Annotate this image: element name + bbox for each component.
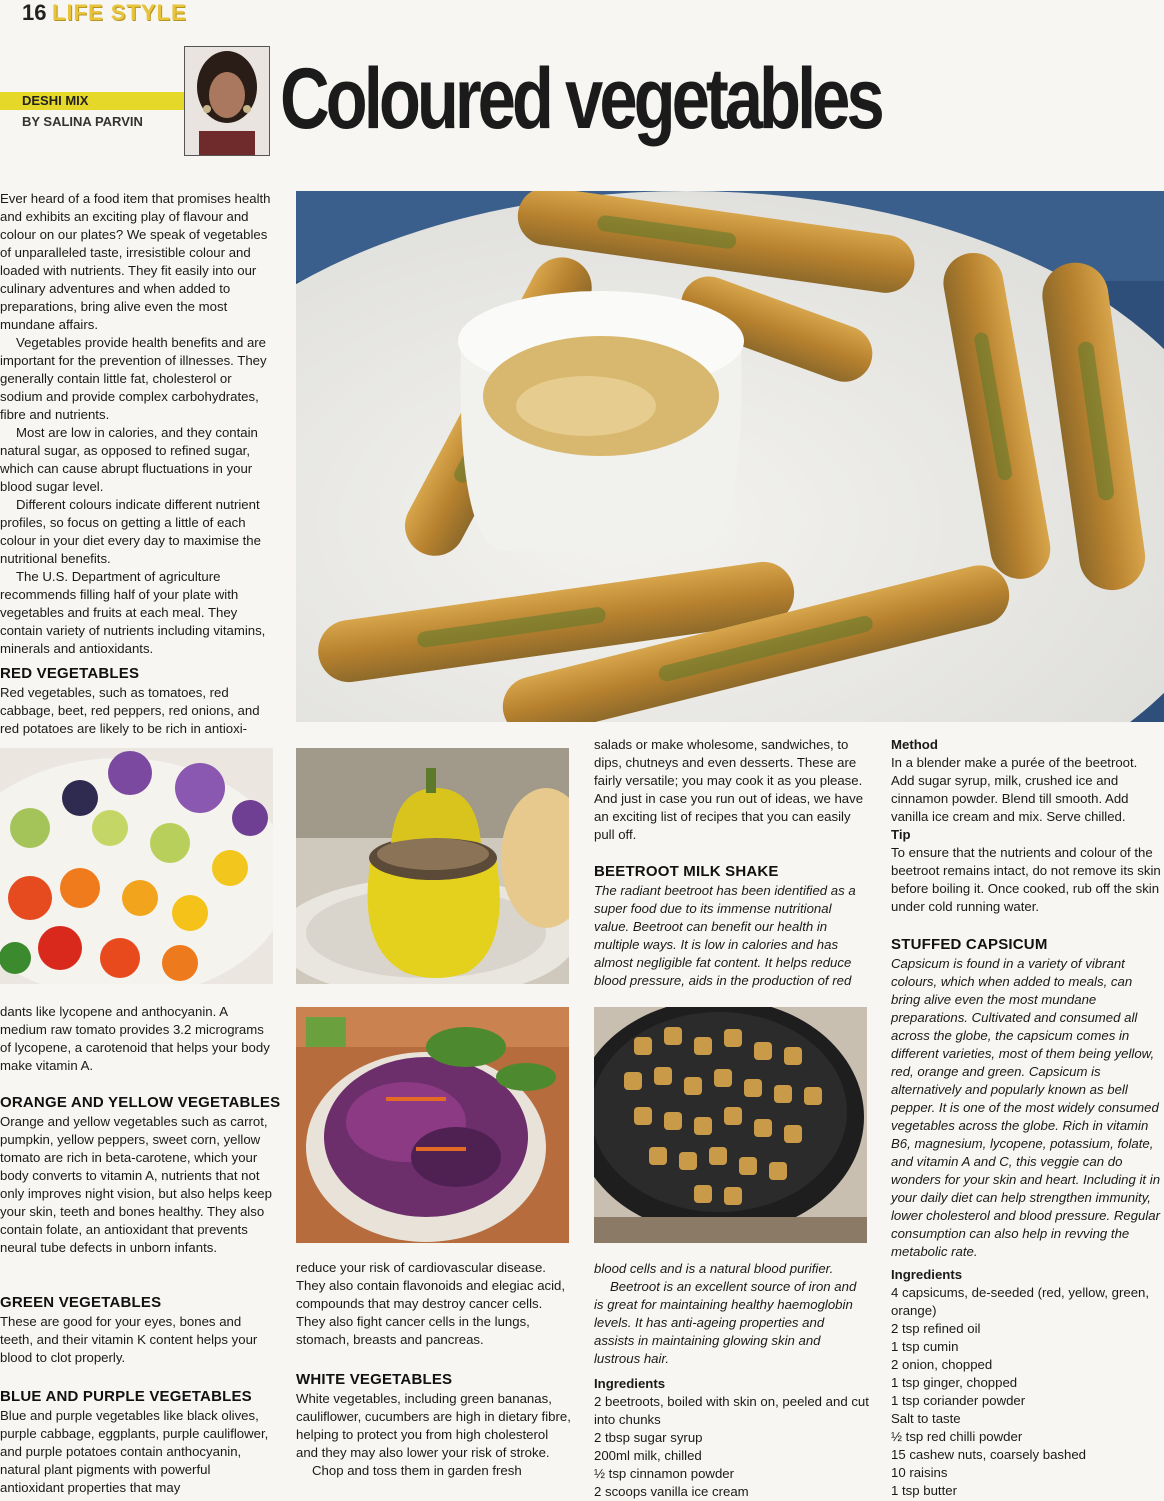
page-number: 16 (22, 0, 47, 25)
green-vegetables-heading: GREEN VEGETABLES (0, 1294, 162, 1311)
blue-purple-continued-text: reduce your risk of cardiovascular disease. They also contain flavonoids and elegiac acid, compounds that may destroy cancer cells. They also fight cancer cells in the lungs, stomach, breasts and pancreas. (296, 1260, 566, 1347)
intro-paragraph: Ever heard of a food item that promises health and exhibits an exciting play of flavour and colour on our plates? We speak of vegetables of unparalleled taste, irresistible colour and loaded with nutrients. They fit easily into our culinary adventures and when added to preparations, bring alive even the most mundane affairs. (0, 191, 271, 332)
tip-text: To ensure that the nutrients and colour of the beetroot remains intact, do not remove its skin before boiling it. Once cooked, rub off the skin under cold running water. (891, 845, 1161, 914)
intro-paragraph: Most are low in calories, and they contain natural sugar, as opposed to refined sugar, which can cause abrupt fluctuations in your blood sugar level. (0, 425, 258, 494)
red-vegetables-text-continued: dants like lycopene and anthocyanin. A medium raw tomato provides 3.2 micrograms of lycopene, a carotenoid that helps your body make vitamin A. (0, 1004, 270, 1073)
capsicum-ingredients (891, 1266, 1163, 1500)
section-title: LIFE STYLE (52, 0, 187, 25)
method-text: In a blender make a purée of the beetroot. Add sugar syrup, milk, crushed ice and cinnamon powder. Blend till smooth. Add vanilla ice cream and mix. Serve chilled. (891, 755, 1138, 824)
tip-label: Tip (891, 827, 911, 842)
ingredient-item: 15 cashew nuts, coarsely bashed (891, 1447, 1086, 1462)
capsicum-intro-text: Capsicum is found in a variety of vibrant colours, which when added to meals, can bring alive even the most mundane preparations. Cultivated and consumed all across the globe, the capsicum comes in different varieties, most of them being yellow, red, orange and green. Capsicum is alternatively and popularly known as bell pepper. It is one of the most widely consumed vegetables across the globe. Rich in vitamin B6, magnesium, lycopene, potassium, folate, and vitamin A and C, this veggie can do wonders for your skin and heart. Including it in your daily diet can help strengthen immunity, lower cholesterol and blood pressure. Regular consumption can also help in revving the metabolic rate. (891, 956, 1161, 1259)
author-portrait (184, 46, 270, 156)
blue-purple-vegetables-heading: BLUE AND PURPLE VEGETABLES (0, 1388, 252, 1405)
capsicum-ingredients-label: Ingredients (891, 1267, 963, 1282)
intro-paragraph: The U.S. Department of agriculture recommends filling half of your plate with vegetables and fruits at each meal. They contain variety of nutrients including vitamins, minerals and antioxidants. (0, 569, 266, 656)
column-name: DESHI MIX (22, 93, 89, 108)
ingredient-item: ½ tsp cinnamon powder (594, 1466, 735, 1481)
beetroot-continued-text (594, 1260, 866, 1368)
byline: BY SALINA PARVIN (22, 114, 143, 129)
green-vegetables-text: These are good for your eyes, bones and teeth, and their vitamin K content helps your blood to clot properly. (0, 1314, 258, 1365)
ingredient-item: 2 tsp refined oil (891, 1321, 981, 1336)
method-label: Method (891, 737, 938, 752)
ingredient-item: 1 tsp coriander powder (891, 1393, 1026, 1408)
ingredient-item: 2 scoops vanilla ice cream (594, 1484, 749, 1499)
orange-vegetables-text: Orange and yellow vegetables such as carrot, pumpkin, yellow peppers, sweet corn, yellow tomato are rich in beta-carotene, which your body converts to vitamin A, nutrients that not only improves night vision, but also helps keep your skin, teeth and bones healthy. They also contain folate, an antioxidant that prevents neural tube defects in unborn infants. (0, 1114, 272, 1255)
recipes-intro-text: salads or make wholesome, sandwiches, to dips, chutneys and even desserts. These are fairly versatile; you may cook it as you please. And just in case you run out of ideas, we have an exciting list of recipes that you can easily pull off. (594, 737, 864, 842)
ingredient-item: Salt to taste (891, 1411, 961, 1426)
white-vegetables-paragraph: White vegetables, including green bananas, cauliflower, cucumbers are high in dietary fibre, helping to protect you from high cholesterol and they may also lower your risk of stroke. (296, 1391, 571, 1460)
white-vegetables-text (296, 1390, 572, 1480)
beetroot-continued-line: blood cells and is a natural blood purifier. (594, 1261, 834, 1276)
beetroot-ingredients-label: Ingredients (594, 1376, 666, 1391)
intro-paragraph: Vegetables provide health benefits and are important for the prevention of illnesses. They generally contain little fat, cholesterol or sodium and provide complex carbohydrates, fibre and nutrients. (0, 335, 267, 422)
colorful-salad-photo (0, 748, 273, 984)
beetroot-benefits-text: Beetroot is an excellent source of iron and is great for maintaining healthy haemoglobin levels. It has anti-ageing properties and assists in maintaining glowing skin and lustrous hair. (594, 1279, 857, 1366)
article-headline: Coloured vegetables (280, 51, 881, 147)
ingredient-item: 1 tsp cumin (891, 1339, 959, 1354)
ingredient-item: 1 tsp butter (891, 1483, 957, 1498)
stuffed-capsicum-heading: STUFFED CAPSICUM (891, 936, 1048, 953)
ingredient-item: 2 beetroots, boiled with skin on, peeled and cut into chunks (594, 1394, 869, 1427)
red-vegetables-text: Red vegetables, such as tomatoes, red cabbage, beet, red peppers, red onions, and red potatoes are likely to be rich in antioxi- (0, 685, 260, 736)
ingredient-item: 1 tsp ginger, chopped (891, 1375, 1018, 1390)
ingredient-item: 200ml milk, chilled (594, 1448, 702, 1463)
beetroot-ingredients (594, 1375, 870, 1501)
intro-text (0, 190, 274, 658)
ingredient-item: 10 raisins (891, 1465, 948, 1480)
stuffed-capsicum-photo (296, 748, 569, 984)
white-vegetables-paragraph-2: Chop and toss them in garden fresh (312, 1463, 522, 1478)
ingredient-item: 2 tbsp sugar syrup (594, 1430, 703, 1445)
beetroot-milkshake-heading: BEETROOT MILK SHAKE (594, 863, 779, 880)
ingredient-item: ½ tsp red chilli powder (891, 1429, 1023, 1444)
hero-okra-photo (296, 191, 1164, 722)
beetroot-intro-text: The radiant beetroot has been identified as a super food due to its immense nutritional value. Beetroot can benefit our health in multiple ways. It is low in calories and has almost negligible fat content. It helps reduce blood pressure, aids in the production of red (594, 883, 856, 988)
white-vegetables-heading: WHITE VEGETABLES (296, 1371, 453, 1388)
red-vegetables-heading: RED VEGETABLES (0, 665, 140, 682)
intro-paragraph: Different colours indicate different nutrient profiles, so focus on getting a little of each colour in your diet every day to maximise the nutritional benefits. (0, 497, 261, 566)
fried-okra-skillet-photo (594, 1007, 867, 1243)
purple-cabbage-salad-photo (296, 1007, 569, 1243)
ingredient-item: 2 onion, chopped (891, 1357, 993, 1372)
ingredient-item: 4 capsicums, de-seeded (red, yellow, green, orange) (891, 1285, 1150, 1318)
beetroot-method (891, 736, 1161, 916)
blue-purple-vegetables-text: Blue and purple vegetables like black olives, purple cabbage, eggplants, purple cauliflower, and purple potatoes contain anthocyanin, natural plant pigments with powerful antioxidant properties that may (0, 1408, 269, 1495)
orange-vegetables-heading: ORANGE AND YELLOW VEGETABLES (0, 1094, 281, 1111)
